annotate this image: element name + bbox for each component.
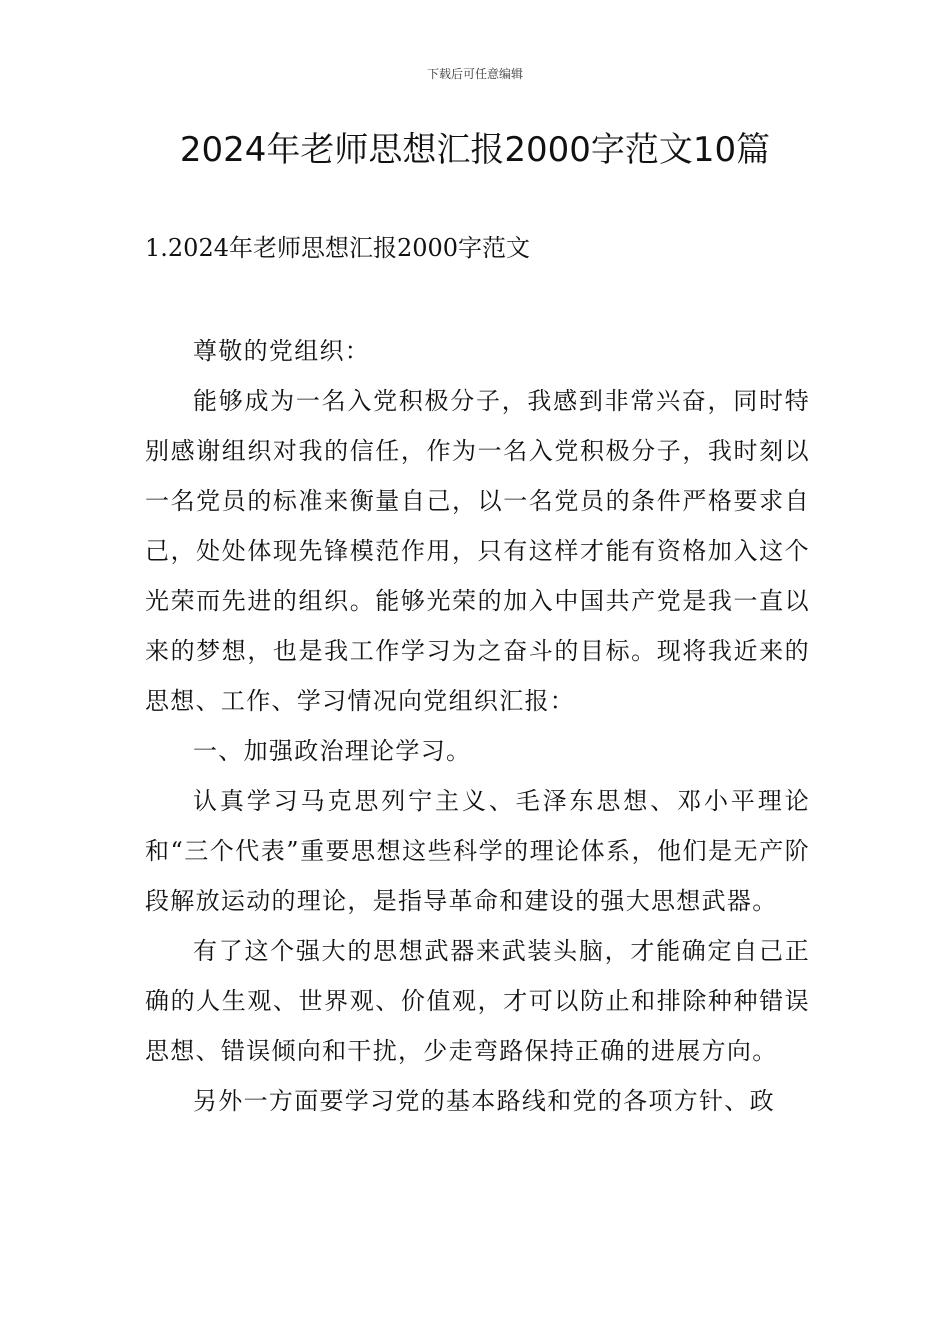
greeting-paragraph: 尊敬的党组织：	[193, 337, 371, 365]
subheading-paragraph: 一、加强政治理论学习。	[193, 737, 472, 765]
body-paragraph: 能够成为一名入党积极分子，我感到非常兴奋，同时特别感谢组织对我的信任，作为一名入党积极分子，我时刻以一名党员的标准来衡量自己，以一名党员的条件严格要求自己，处处体现先锋模范作用，只有这样才能有资格加入这个光荣而先进的组织。能够光荣的加入中国共产党是我一直以来的梦想，也是我工作学习为之奋斗的目标。现将我近来的思想、工作、学习情况向党组织汇报：	[145, 387, 810, 715]
section-heading: 1.2024年老师思想汇报2000字范文	[145, 234, 531, 262]
body-paragraph: 认真学习马克思列宁主义、毛泽东思想、邓小平理论和“三个代表”重要思想这些科学的理论体系，他们是无产阶段解放运动的理论，是指导革命和建设的强大思想武器。	[145, 787, 810, 915]
body-paragraph: 另外一方面要学习党的基本路线和党的各项方针、政	[193, 1087, 775, 1115]
body-paragraph: 有了这个强大的思想武器来武装头脑，才能确定自己正确的人生观、世界观、价值观，才可以防止和排除种种错误思想、错误倾向和干扰，少走弯路保持正确的进展方向。	[145, 937, 810, 1065]
document-title: 2024年老师思想汇报2000字范文10篇	[179, 130, 771, 170]
header-note: 下载后可任意编辑	[426, 67, 523, 81]
document-body	[145, 326, 810, 1126]
